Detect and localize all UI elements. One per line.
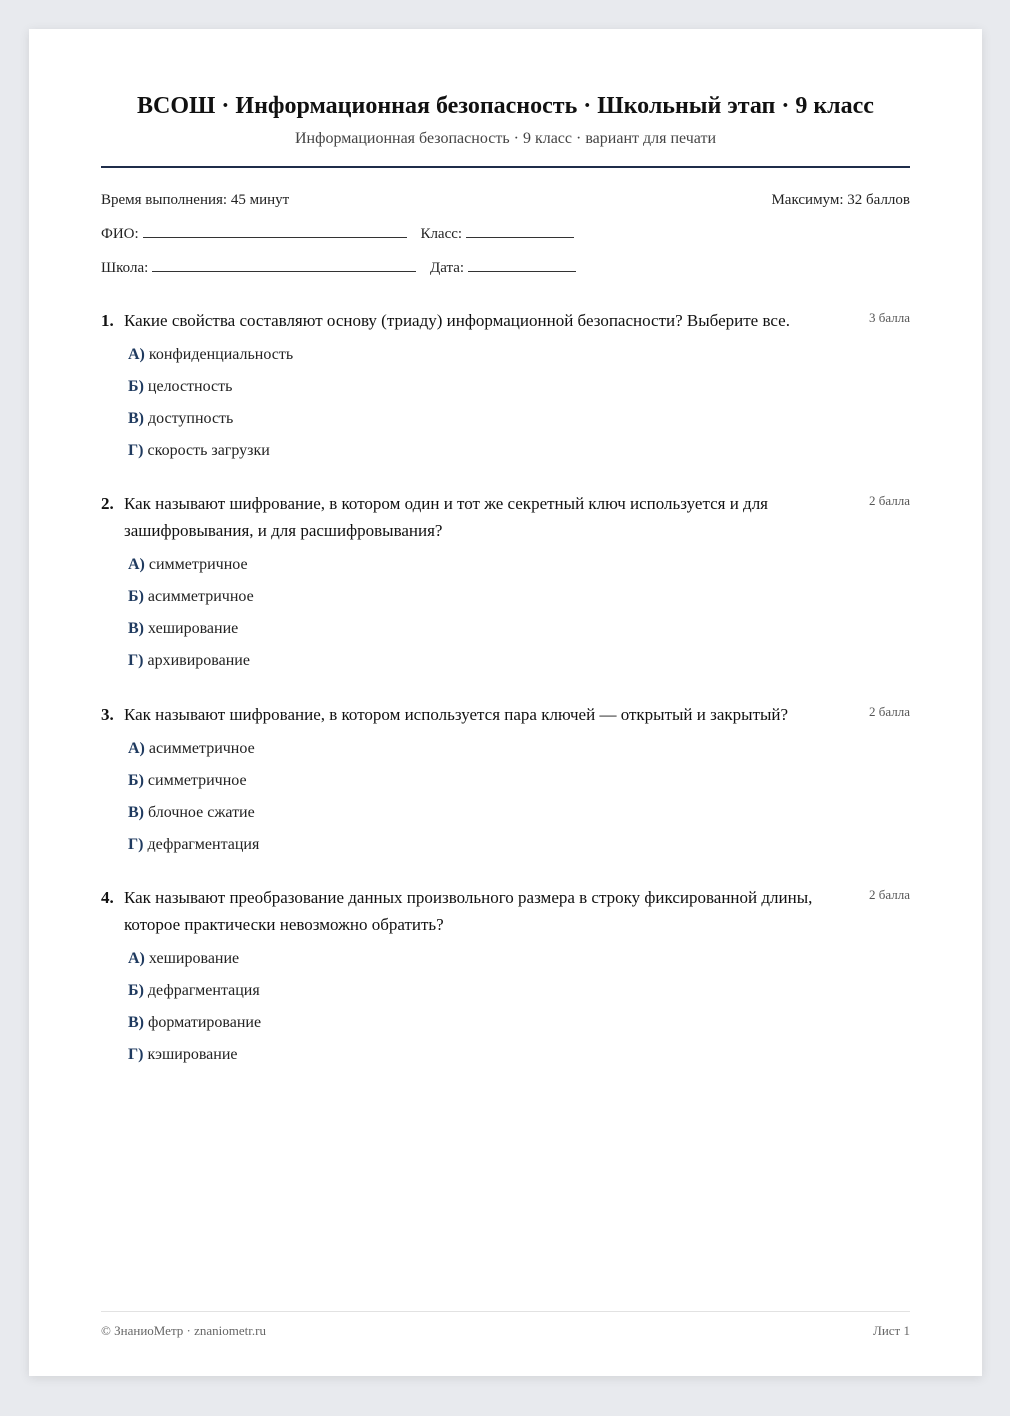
option-v[interactable] xyxy=(128,619,910,651)
page-subtitle: Информационная безопасность · 9 класс · вариант для печати xyxy=(294,130,717,147)
option-b[interactable] xyxy=(128,981,910,1013)
option-text: архивирование xyxy=(147,652,250,669)
option-a[interactable] xyxy=(128,739,910,771)
school-label: Школа: xyxy=(101,260,149,276)
option-letter: Б) xyxy=(128,772,144,789)
option-text: хеширование xyxy=(148,950,240,967)
date-blank[interactable] xyxy=(468,270,576,272)
option-text: хеширование xyxy=(148,620,239,637)
footer-copyright: © ЗнаниоМетр · znaniometr.ru xyxy=(101,1323,266,1338)
option-g[interactable] xyxy=(128,441,910,473)
option-text: скорость загрузки xyxy=(147,442,270,459)
question-number: 3. xyxy=(101,705,114,724)
name-blank[interactable] xyxy=(143,236,407,238)
footer-divider xyxy=(101,1311,910,1312)
document-page xyxy=(29,29,982,1376)
question-header xyxy=(101,490,910,544)
question-4 xyxy=(101,884,910,1077)
header-divider xyxy=(101,166,910,168)
option-v[interactable] xyxy=(128,803,910,835)
question-number: 1. xyxy=(101,311,114,330)
option-a[interactable] xyxy=(128,949,910,981)
option-letter: Б) xyxy=(128,982,144,999)
option-v[interactable] xyxy=(128,1013,910,1045)
option-text: целостность xyxy=(147,378,233,395)
question-text: Как называют шифрование, в котором один и тот же секретный ключ используется и для зашифровывания, и для расшифровывания? xyxy=(124,494,768,540)
option-text: конфиденциальность xyxy=(148,346,294,363)
page-number: Лист 1 xyxy=(873,1323,910,1338)
meta-row-time xyxy=(101,192,910,209)
question-header xyxy=(101,701,910,728)
question-text: Как называют преобразование данных произвольного размера в строку фиксированной длины, которое практически невозможно обратить? xyxy=(124,888,813,934)
date-field-group xyxy=(430,260,576,277)
question-points: 2 балла xyxy=(869,704,910,719)
question-points: 3 балла xyxy=(869,310,910,325)
option-text: симметричное xyxy=(147,772,247,789)
option-a[interactable] xyxy=(128,555,910,587)
question-text: Какие свойства составляют основу (триаду) информационной безопасности? Выберите все. xyxy=(124,311,790,330)
question-3 xyxy=(101,701,910,867)
question-header xyxy=(101,884,910,938)
option-letter: Г) xyxy=(128,1046,144,1063)
class-field-group xyxy=(420,226,574,243)
school-blank[interactable] xyxy=(152,270,416,272)
page-content xyxy=(101,29,910,1376)
option-letter: А) xyxy=(128,740,145,757)
option-text: форматирование xyxy=(148,1014,262,1031)
option-text: дефрагментация xyxy=(147,836,260,853)
page-footer xyxy=(101,1323,910,1339)
question-1 xyxy=(101,307,910,473)
option-g[interactable] xyxy=(128,835,910,867)
option-b[interactable] xyxy=(128,377,910,409)
name-label: ФИО: xyxy=(101,226,139,242)
question-2 xyxy=(101,490,910,683)
option-text: кэширование xyxy=(147,1046,238,1063)
option-a[interactable] xyxy=(128,345,910,377)
option-letter: Г) xyxy=(128,652,144,669)
option-letter: Г) xyxy=(128,836,144,853)
name-field-group xyxy=(101,226,407,243)
option-list xyxy=(101,555,910,683)
meta-row-name xyxy=(101,226,910,243)
date-label: Дата: xyxy=(430,260,465,276)
option-letter: В) xyxy=(128,620,144,637)
question-number: 4. xyxy=(101,888,114,907)
option-g[interactable] xyxy=(128,1045,910,1077)
option-text: асимметричное xyxy=(147,588,254,605)
option-letter: Г) xyxy=(128,442,144,459)
option-letter: В) xyxy=(128,410,144,427)
option-list xyxy=(101,949,910,1077)
option-g[interactable] xyxy=(128,651,910,683)
option-letter: А) xyxy=(128,346,145,363)
time-limit: Время выполнения: 45 минут xyxy=(101,192,290,208)
option-text: дефрагментация xyxy=(147,982,260,999)
option-b[interactable] xyxy=(128,587,910,619)
option-list xyxy=(101,345,910,473)
question-points: 2 балла xyxy=(869,887,910,902)
meta-row-school xyxy=(101,260,910,277)
option-v[interactable] xyxy=(128,409,910,441)
class-label: Класс: xyxy=(420,226,463,242)
question-number: 2. xyxy=(101,494,114,513)
question-header xyxy=(101,307,910,334)
question-points: 2 балла xyxy=(869,493,910,508)
option-letter: В) xyxy=(128,1014,144,1031)
option-letter: А) xyxy=(128,950,145,967)
option-list xyxy=(101,739,910,867)
class-blank[interactable] xyxy=(466,236,574,238)
option-letter: Б) xyxy=(128,588,144,605)
question-text: Как называют шифрование, в котором используется пара ключей — открытый и закрытый? xyxy=(124,705,789,724)
option-text: симметричное xyxy=(148,556,248,573)
option-letter: А) xyxy=(128,556,145,573)
school-field-group xyxy=(101,260,416,277)
page-title: ВСОШ · Информационная безопасность · Школьный этап · 9 класс xyxy=(137,93,874,119)
option-text: блочное сжатие xyxy=(148,804,255,821)
max-score: Максимум: 32 баллов xyxy=(771,192,910,208)
option-letter: Б) xyxy=(128,378,144,395)
option-b[interactable] xyxy=(128,771,910,803)
option-text: доступность xyxy=(148,410,234,427)
option-letter: В) xyxy=(128,804,144,821)
option-text: асимметричное xyxy=(148,740,255,757)
